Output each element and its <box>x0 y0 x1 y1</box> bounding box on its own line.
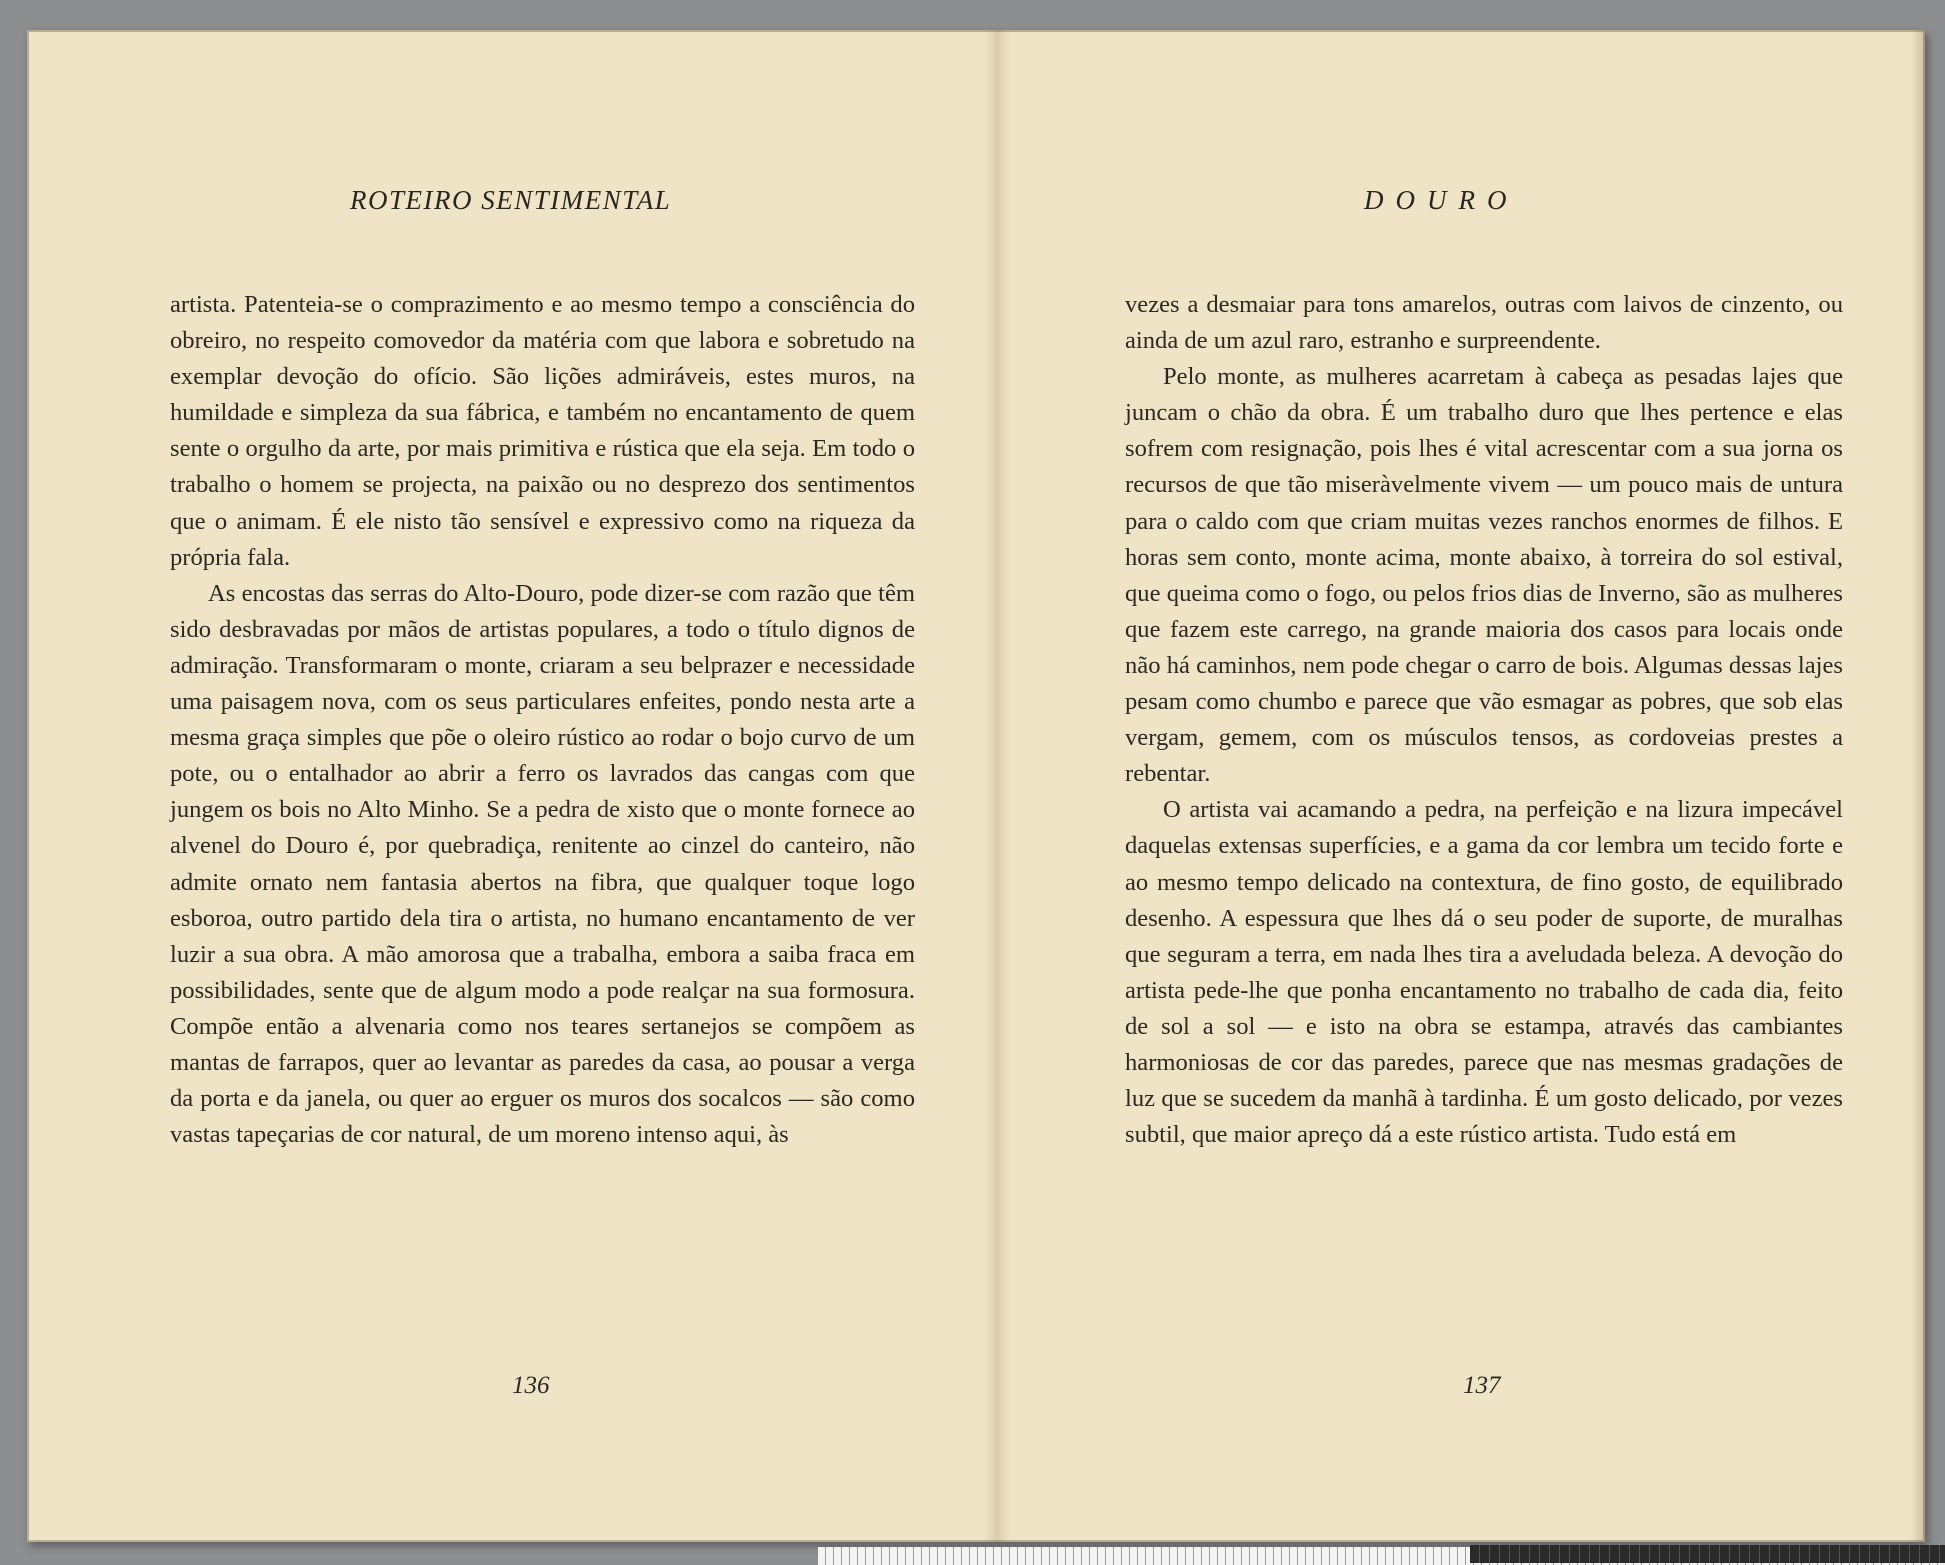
left-page-number: 136 <box>512 1372 550 1399</box>
right-paragraph-2: Pelo monte, as mulheres acarretam à cabeça as pesadas lajes que juncam o chão da obra. É um trabalho duro que lhes pertence e elas sofrem com resignação, pois lhes é vital acrescentar com a sua jorna os recursos de que tão miseràvelmente vivem — um pouco mais de untura para o caldo com que criam muitas vezes ranchos enormes de filhos. E horas sem conto, monte acima, monte abaixo, à torreira do sol estival, que queima como o fogo, ou pelos frios dias de Inverno, são as mulheres que fazem este carrego, na grande maioria dos casos para locais onde não há caminhos, nem pode chegar o carro de bois. Algumas dessas lajes pesam como chumbo e parece que vão esmagar as pobres, que sob elas vergam, gemem, com os músculos tensos, as cordoveias prestes a rebentar. <box>1125 363 1843 788</box>
right-page-number: 137 <box>1463 1372 1501 1399</box>
right-body-text <box>1125 287 1843 1153</box>
right-paragraph-1: vezes a desmaiar para tons amarelos, outras com laivos de cinzento, ou ainda de um azul raro, estranho e surpreendente. <box>1125 291 1843 355</box>
right-page <box>1010 30 1925 1542</box>
left-paragraph-2: As encostas das serras do Alto-Douro, pode dizer-se com razão que têm sido desbravadas por mãos de artistas populares, a todo o título dignos de admiração. Transformaram o monte, criaram a seu belprazer e necessidade uma paisagem nova, com os seus particulares enfeites, pondo nesta arte a mesma graça simples que põe o oleiro rústico ao rodar o bojo curvo de um pote, ou o entalhador ao abrir a ferro os lavrados das cangas com que jungem os bois no Alto Minho. Se a pedra de xisto que o monte fornece ao alvenel do Douro é, por quebradiça, renitente ao cinzel do canteiro, não admite ornato nem fantasia abertos na fibra, que qualquer toque logo esboroa, outro partido dela tira o artista, no humano encantamento de ver luzir a sua obra. A mão amorosa que a trabalha, embora a saiba fraca em possibilidades, sente que de algum modo a pode realçar na sua formosura. Compõe então a alvenaria como nos teares sertanejos se compõem as mantas de farrapos, quer ao levantar as paredes da casa, ao pousar a verga da porta e da janela, ou quer ao erguer os muros dos socalcos — são como vastas tapeçarias de cor natural, de um moreno intenso aqui, às <box>170 579 915 1149</box>
right-paragraph-3: O artista vai acamando a pedra, na perfeição e na lizura impecável daquelas extensas superfícies, e a gama da cor lembra um tecido forte e ao mesmo tempo delicado na contextura, de fino gosto, de equilibrado desenho. A espessura que lhes dá o seu poder de suporte, de muralhas que seguram a terra, em nada lhes tira a aveludada beleza. A devoção do artista pede-lhe que ponha encantamento no trabalho de cada dia, feito de sol a sol — e isto na obra se estampa, através das cambiantes harmoniosas de cor das paredes, parece que nas mesmas gradações de luz que se sucedem da manhã à tardinha. É um gosto delicado, por vezes subtil, que maior apreço dá a este rústico artista. Tudo está em <box>1125 796 1843 1149</box>
left-running-head: ROTEIRO SENTIMENTAL <box>350 185 672 215</box>
right-running-head: DOURO <box>1364 185 1519 215</box>
gutter <box>984 30 1010 1542</box>
book-spread <box>27 30 1925 1542</box>
left-paragraph-1: artista. Patenteia-se o comprazimento e ao mesmo tempo a consciência do obreiro, no respeito comovedor da matéria com que labora e sobretudo na exemplar devoção do ofício. São lições admiráveis, estes muros, na humildade e simpleza da sua fábrica, e também no encantamento de quem sente o orgulho da arte, por mais primitiva e rústica que ela seja. Em todo o trabalho o homem se projecta, na paixão ou no desprezo dos sentimentos que o animam. É ele nisto tão sensível e expressivo como na riqueza da própria fala. <box>170 291 915 571</box>
scale-ruler-dark-segment <box>1470 1545 1945 1563</box>
left-page <box>27 30 984 1542</box>
left-body-text <box>170 287 915 1153</box>
